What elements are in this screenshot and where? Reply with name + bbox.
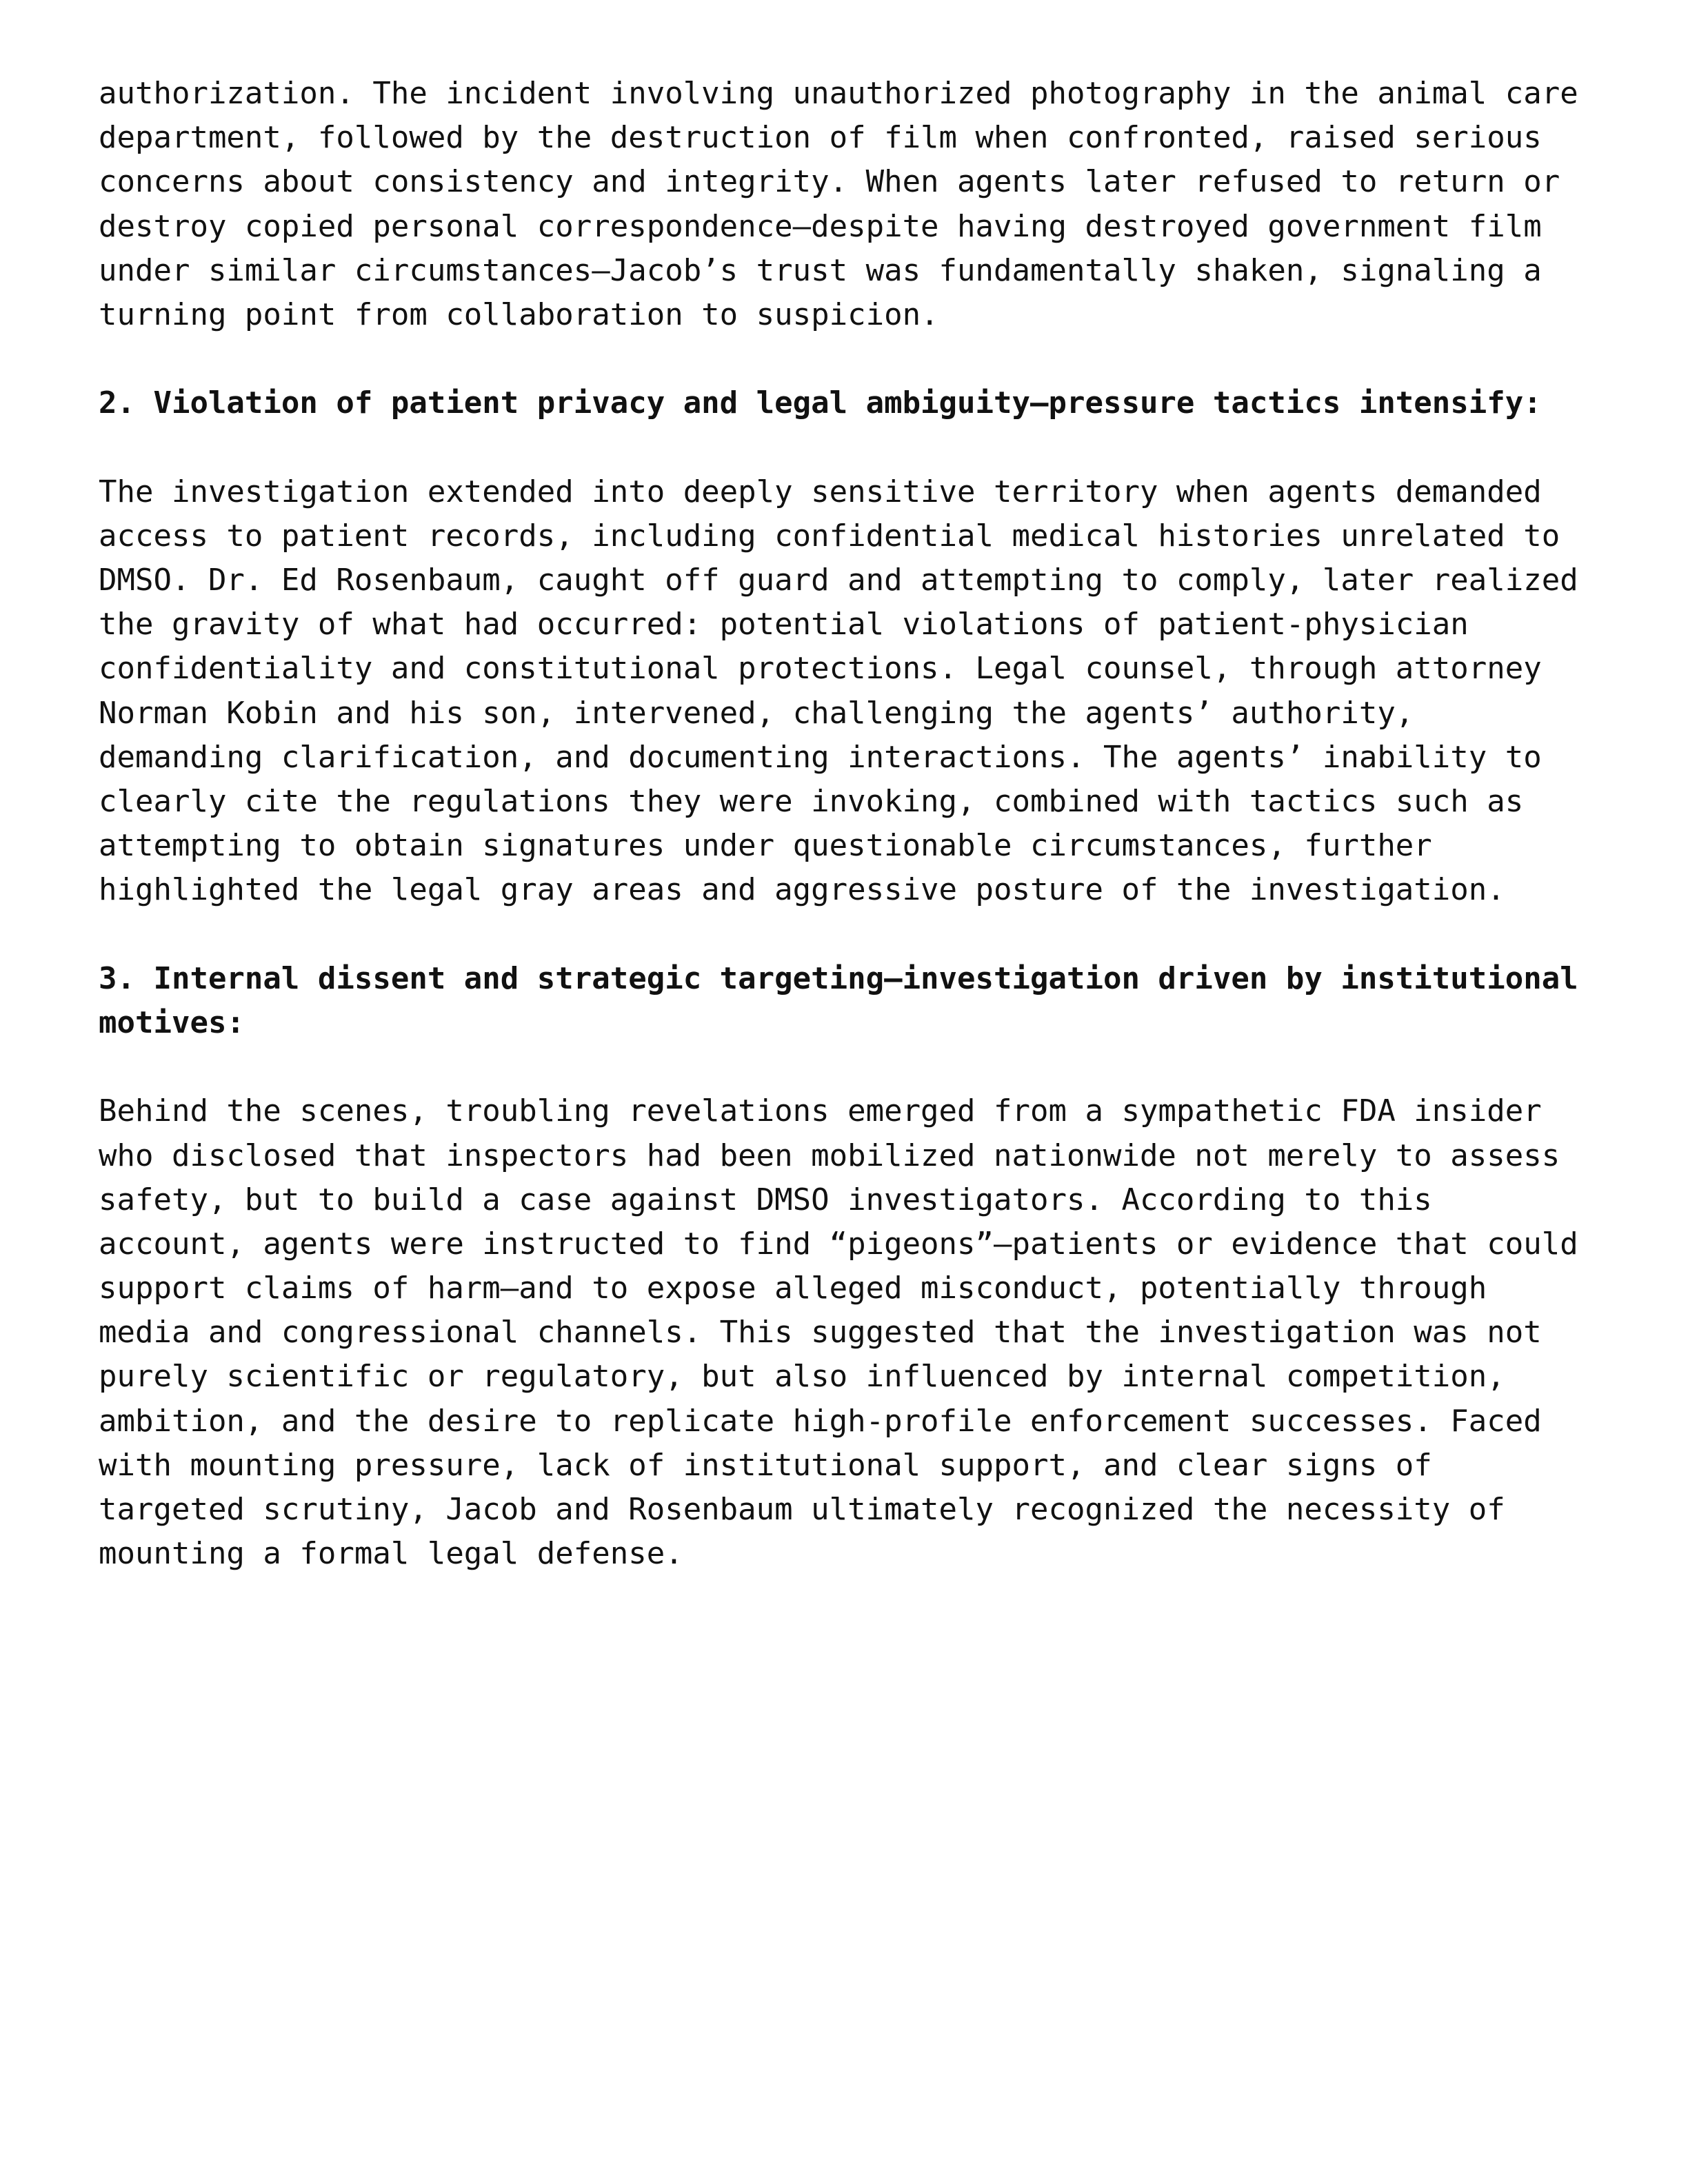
paragraph-spacer (99, 337, 1616, 381)
heading-line: 2. Violation of patient privacy and legal ambiguity—pressure tactics intensify: (99, 385, 1542, 421)
paragraph-spacer (99, 1045, 1616, 1089)
text-line: support claims of harm—and to expose alleged misconduct, potentially through (99, 1271, 1487, 1306)
paragraph-spacer (99, 913, 1616, 957)
text-line: attempting to obtain signatures under questionable circumstances, further (99, 828, 1432, 864)
text-line: with mounting pressure, lack of institutional support, and clear signs of (99, 1447, 1432, 1483)
heading-line: motives: (99, 1004, 245, 1040)
text-line: the gravity of what had occurred: potential violations of patient-physician (99, 607, 1469, 643)
text-line: concerns about consistency and integrity. When agents later refused to return or (99, 164, 1560, 200)
intro-paragraph (99, 72, 1616, 337)
document-page (99, 72, 1616, 1576)
text-line: account, agents were instructed to find “pigeons”—patients or evidence that could (99, 1226, 1578, 1262)
text-line: ambition, and the desire to replicate high-profile enforcement successes. Faced (99, 1403, 1542, 1439)
text-line: confidentiality and constitutional protections. Legal counsel, through attorney (99, 651, 1542, 687)
text-line: DMSO. Dr. Ed Rosenbaum, caught off guard and attempting to comply, later realized (99, 563, 1578, 598)
section-heading-2 (99, 381, 1616, 425)
section-body-2 (99, 470, 1616, 913)
text-line: Behind the scenes, troubling revelations emerged from a sympathetic FDA insider (99, 1093, 1542, 1129)
text-line: targeted scrutiny, Jacob and Rosenbaum ultimately recognized the necessity of (99, 1492, 1505, 1527)
text-line: purely scientific or regulatory, but also influenced by internal competition, (99, 1359, 1505, 1395)
section-body-3 (99, 1089, 1616, 1576)
text-line: authorization. The incident involving unauthorized photography in the animal care (99, 76, 1578, 111)
text-line: access to patient records, including confidential medical histories unrelated to (99, 518, 1560, 554)
text-line: turning point from collaboration to suspicion. (99, 296, 939, 332)
section-heading-3 (99, 957, 1616, 1045)
text-line: demanding clarification, and documenting interactions. The agents’ inability to (99, 739, 1542, 775)
text-line: under similar circumstances—Jacob’s trust was fundamentally shaken, signaling a (99, 252, 1542, 288)
text-line: The investigation extended into deeply sensitive territory when agents demanded (99, 474, 1542, 509)
text-line: safety, but to build a case against DMSO investigators. According to this (99, 1182, 1432, 1217)
text-line: who disclosed that inspectors had been mobilized nationwide not merely to assess (99, 1138, 1560, 1173)
text-line: Norman Kobin and his son, intervened, challenging the agents’ authority, (99, 695, 1414, 731)
heading-line: 3. Internal dissent and strategic targeting—investigation driven by institutional (99, 960, 1578, 996)
paragraph-spacer (99, 426, 1616, 470)
text-line: clearly cite the regulations they were invoking, combined with tactics such as (99, 784, 1524, 819)
text-line: mounting a formal legal defense. (99, 1536, 683, 1572)
text-line: media and congressional channels. This suggested that the investigation was not (99, 1315, 1542, 1351)
text-line: destroy copied personal correspondence—despite having destroyed government film (99, 208, 1542, 244)
text-line: highlighted the legal gray areas and aggressive posture of the investigation. (99, 872, 1505, 908)
text-line: department, followed by the destruction of film when confronted, raised serious (99, 120, 1542, 156)
